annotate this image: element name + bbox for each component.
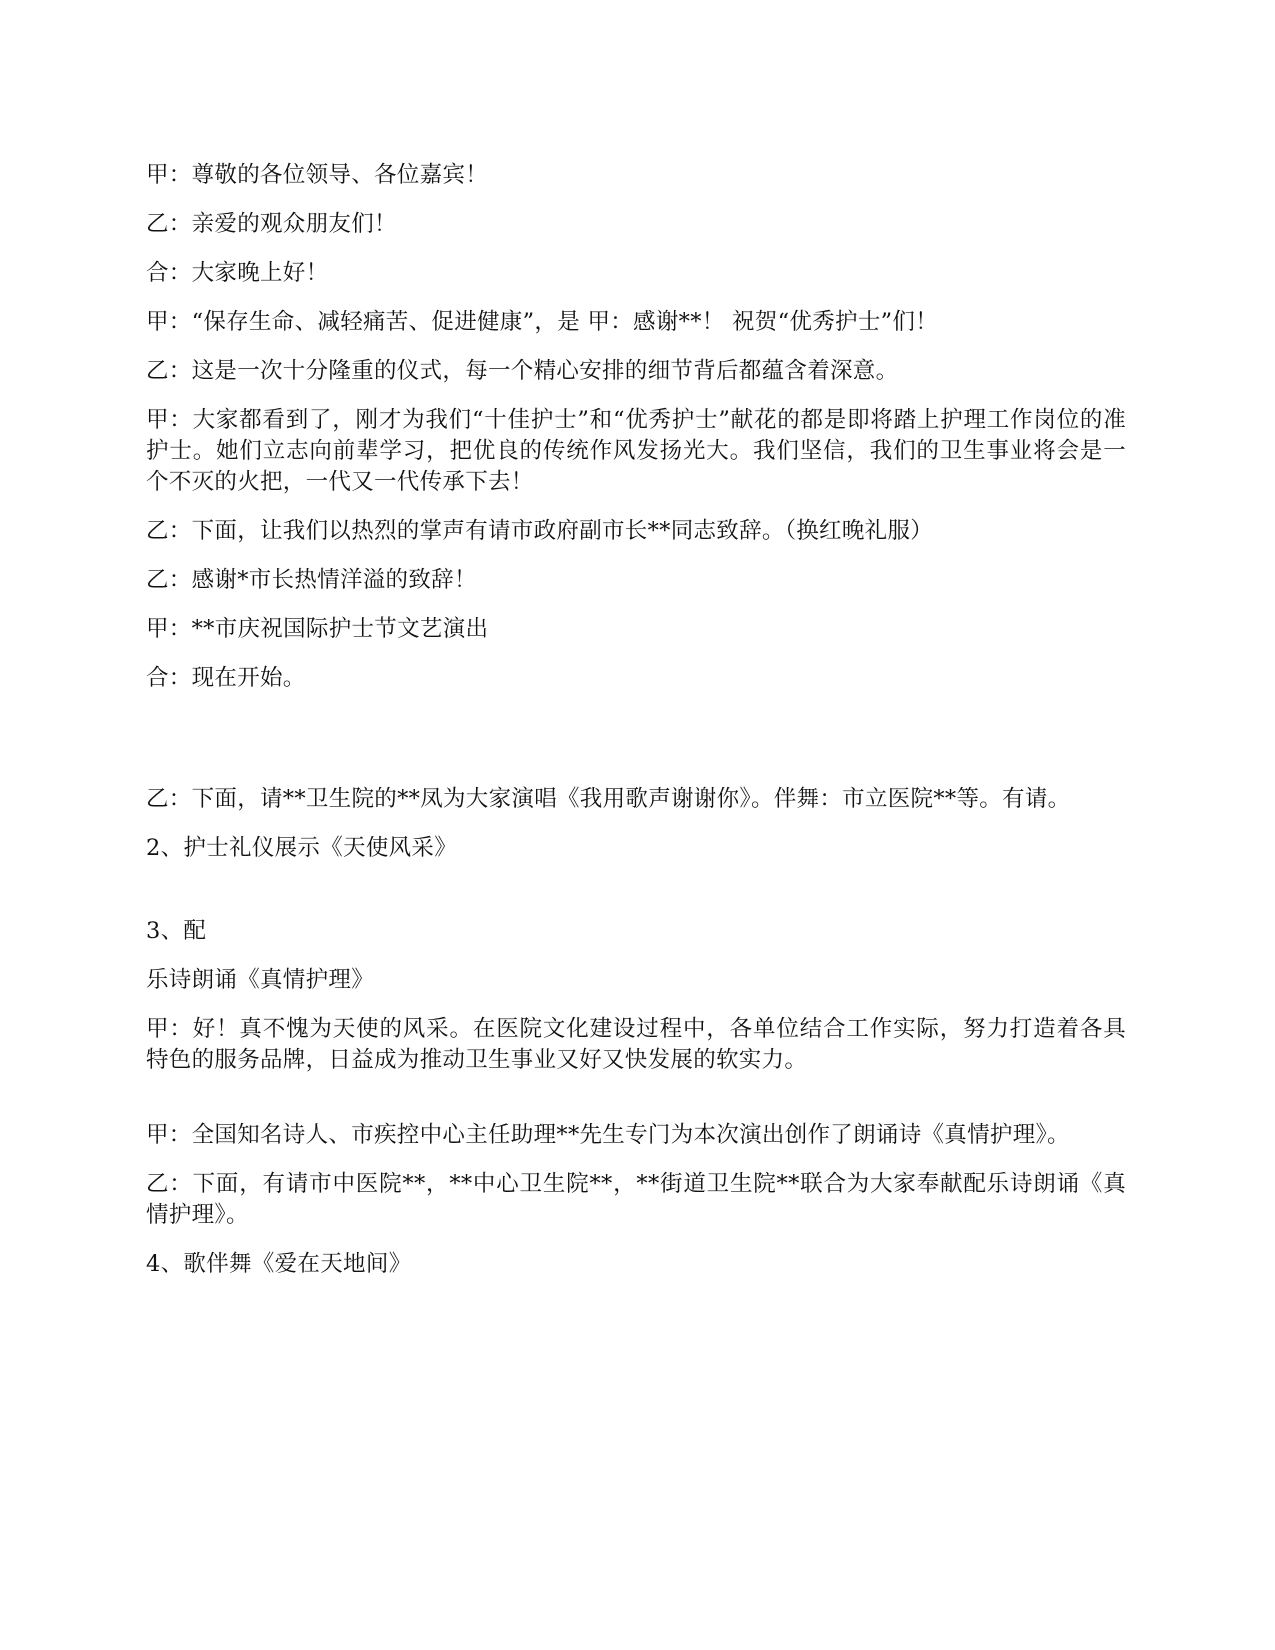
program-item-heading: 4、歌伴舞《爱在天地间》 <box>146 1251 412 1277</box>
dialogue-line: 乙：下面，让我们以热烈的掌声有请市政府副市长**同志致辞。（换红晚礼服） <box>146 518 934 544</box>
dialogue-paragraph: 乙：下面，请**卫生院的**凤为大家演唱《我用歌声谢谢你》。伴舞：市立医院**等。有请。 <box>146 786 1071 812</box>
dialogue-paragraph: 甲：大家都看到了，刚才为我们“十佳护士”和“优秀护士”献花的都是即将踏上护理工作岗位的准护士。她们立志向前辈学习，把优良的传统作风发扬光大。我们坚信，我们的卫生事业将会是一个不灭的火把，一代又一代传承下去！ <box>146 407 1126 495</box>
program-item-heading: 乐诗朗诵《真情护理》 <box>146 967 375 993</box>
dialogue-line: 乙：亲爱的观众朋友们！ <box>146 211 397 237</box>
dialogue-paragraph: 乙：下面，有请市中医院**，**中心卫生院**，**街道卫生院**联合为大家奉献配乐诗朗诵《真情护理》。 <box>146 1171 1126 1228</box>
program-item-heading: 3、配 <box>146 918 207 944</box>
dialogue-line: 合：现在开始。 <box>146 665 306 691</box>
document-body <box>146 160 1126 1298</box>
program-item-heading: 2、护士礼仪展示《天使风采》 <box>146 835 458 861</box>
dialogue-paragraph: 甲：全国知名诗人、市疾控中心主任助理**先生专门为本次演出创作了朗诵诗《真情护理》。 <box>146 1122 1070 1148</box>
dialogue-paragraph: 甲：好！真不愧为天使的风采。在医院文化建设过程中，各单位结合工作实际，努力打造着各具特色的服务品牌，日益成为推动卫生事业又好又快发展的软实力。 <box>146 1016 1126 1073</box>
dialogue-line: 合：大家晚上好！ <box>146 260 329 286</box>
dialogue-line: 甲：**市庆祝国际护士节文艺演出 <box>146 616 489 642</box>
dialogue-line: 甲：“保存生命、减轻痛苦、促进健康”，是 甲：感谢**！ 祝贺“优秀护士”们！ <box>146 309 939 335</box>
dialogue-line: 乙：感谢*市长热情洋溢的致辞！ <box>146 567 477 593</box>
dialogue-line: 甲：尊敬的各位领导、各位嘉宾！ <box>146 162 489 188</box>
dialogue-line: 乙：这是一次十分隆重的仪式，每一个精心安排的细节背后都蕴含着深意。 <box>146 358 899 384</box>
